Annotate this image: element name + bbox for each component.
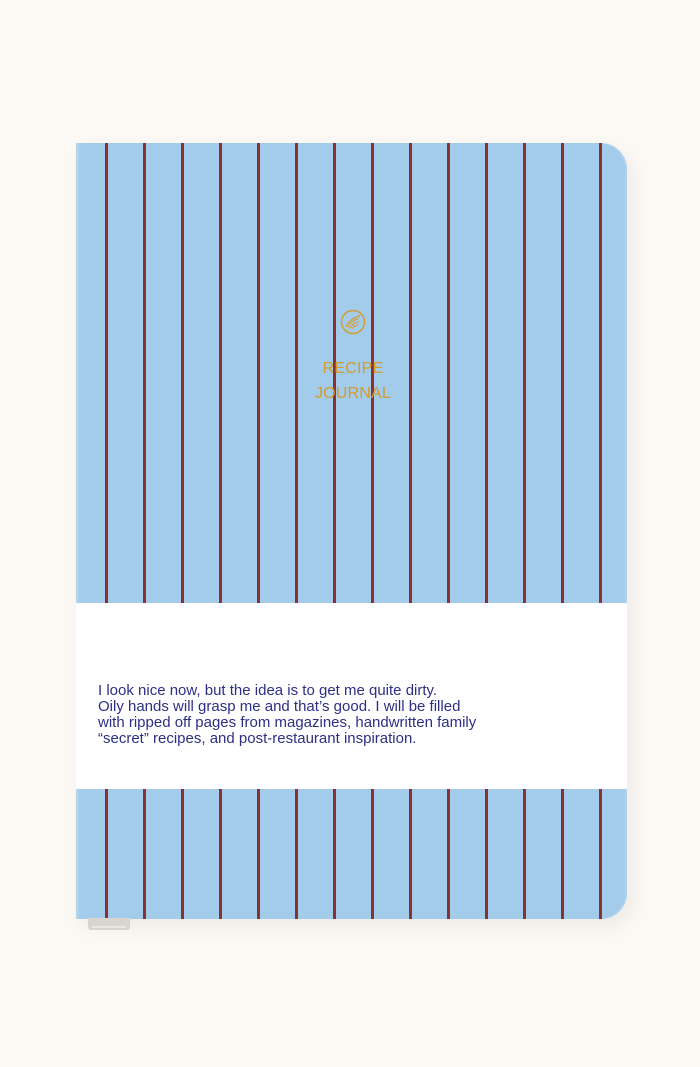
leaf-circle-icon: [340, 309, 366, 335]
blurb-line-3: with ripped off pages from magazines, handwritten family: [98, 714, 477, 731]
spine-edge: [76, 143, 79, 919]
blurb-line-2: Oily hands will grasp me and that’s good. I will be filled: [98, 698, 461, 715]
bookmark-ribbon: [88, 918, 130, 930]
journal-title: [300, 356, 406, 406]
blurb-line-4: “secret” recipes, and post-restaurant inspiration.: [98, 730, 417, 747]
recipe-journal-cover: [76, 143, 627, 919]
journal-title-line-2: JOURNAL: [314, 385, 392, 402]
blurb-line-1: I look nice now, but the idea is to get me quite dirty.: [98, 682, 438, 699]
cover-blurb: [98, 683, 598, 747]
journal-title-line-1: RECIPE: [322, 360, 384, 377]
white-band: [76, 603, 627, 789]
